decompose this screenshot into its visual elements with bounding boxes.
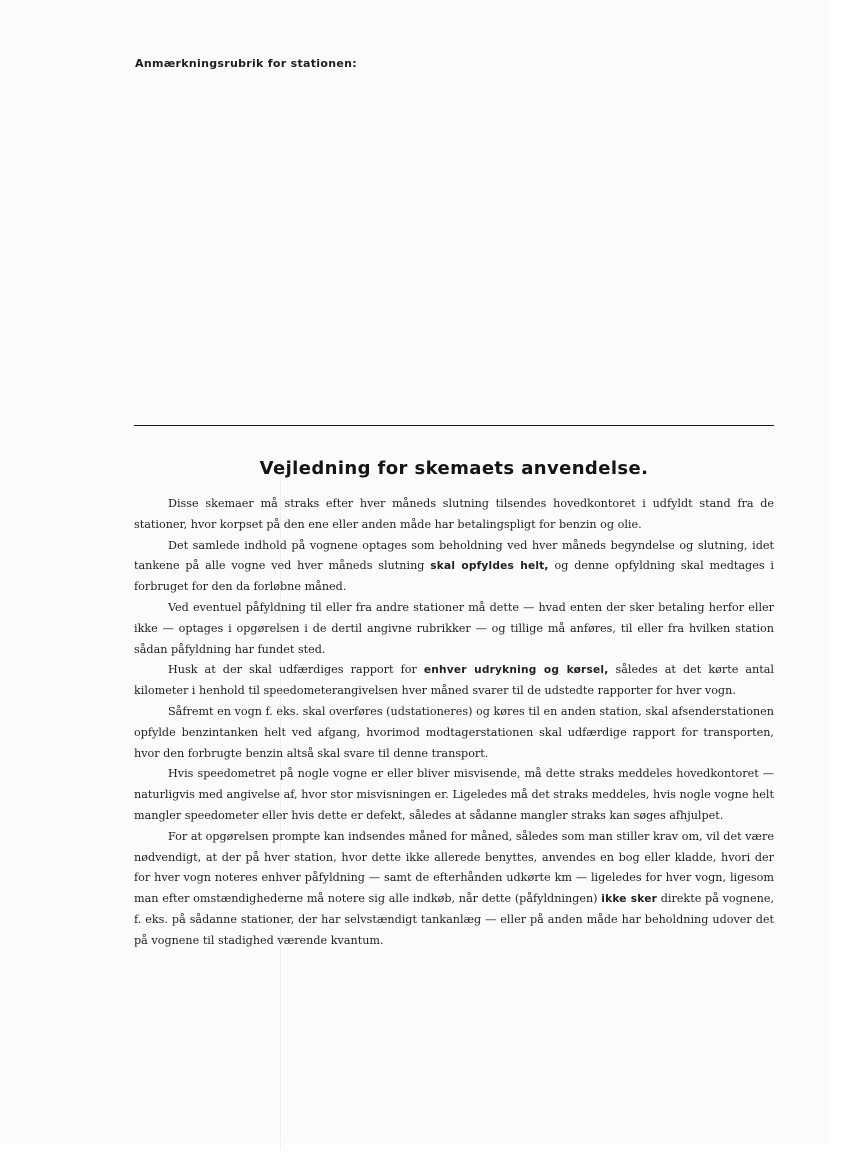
- instructions-body: [134, 494, 774, 952]
- divider-rule: [134, 425, 774, 426]
- instructions-title: Vejledning for skemaets anvendelse.: [259, 458, 649, 479]
- instruction-paragraph: For at opgørelsen prompte kan indsendes måned for måned, således som man stiller krav om, vil det være nødvendigt, at der på hver station, hvor dette ikke allerede benyttes, anvendes en bog eller kladde, hvori der for hver vogn noteres enhver påfyldning — samt de efterhånden udkørte km — ligeledes for hver vogn, ligesom man efter omstændighederne må notere sig alle indkøb, når dette (påfyldningen) ikke sker direkte på vognene, f. eks. på sådanne stationer, der har selvstændigt tankanlæg — eller på anden måde har beholdning udover det på vognene til stadighed værende kvantum.: [134, 829, 775, 947]
- remarks-heading: Anmærkningsrubrik for stationen:: [135, 57, 357, 70]
- instruction-paragraph: Såfremt en vogn f. eks. skal overføres (udstationeres) og køres til en anden station, skal afsenderstationen opfylde benzintanken helt ved afgang, hvorimod modtagerstationen skal udfærdige rapport for transporten, hvor den forbrugte benzin altså skal svare til denne transport.: [134, 704, 774, 760]
- instruction-paragraph: Disse skemaer må straks efter hver måneds slutning tilsendes hovedkontoret i udfyldt stand fra de stationer, hvor korpset på den ene eller anden måde har betalingspligt for benzin og olie.: [134, 497, 774, 531]
- instruction-paragraph: Det samlede indhold på vognene optages som beholdning ved hver måneds begyndelse og slutning, idet tankene på alle vogne ved hver måneds slutning skal opfyldes helt, og denne opfyldning skal medtages i forbruget for den da forløbne måned.: [134, 538, 774, 594]
- instruction-paragraph: Husk at der skal udfærdiges rapport for enhver udrykning og kørsel, således at det kørte antal kilometer i henhold til speedometerangivelsen hver måned svarer til de udstedte rapporter for hver vogn.: [134, 663, 775, 698]
- instruction-paragraph: Hvis speedometret på nogle vogne er eller bliver misvisende, må dette straks meddeles hovedkontoret — naturligvis med angivelse af, hvor stor misvisningen er. Ligeledes må det straks meddeles, hvis nogle vogne helt mangler speedometer eller hvis dette er defekt, således at sådanne mangler straks kan søges afhjulpet.: [134, 767, 774, 822]
- instruction-paragraph: Ved eventuel påfyldning til eller fra andre stationer må dette — hvad enten der sker betaling herfor eller ikke — optages i opgørelsen i de dertil angivne rubrikker — og tillige må anføres, til eller fra hvilken station sådan påfyldning har fundet sted.: [134, 600, 774, 656]
